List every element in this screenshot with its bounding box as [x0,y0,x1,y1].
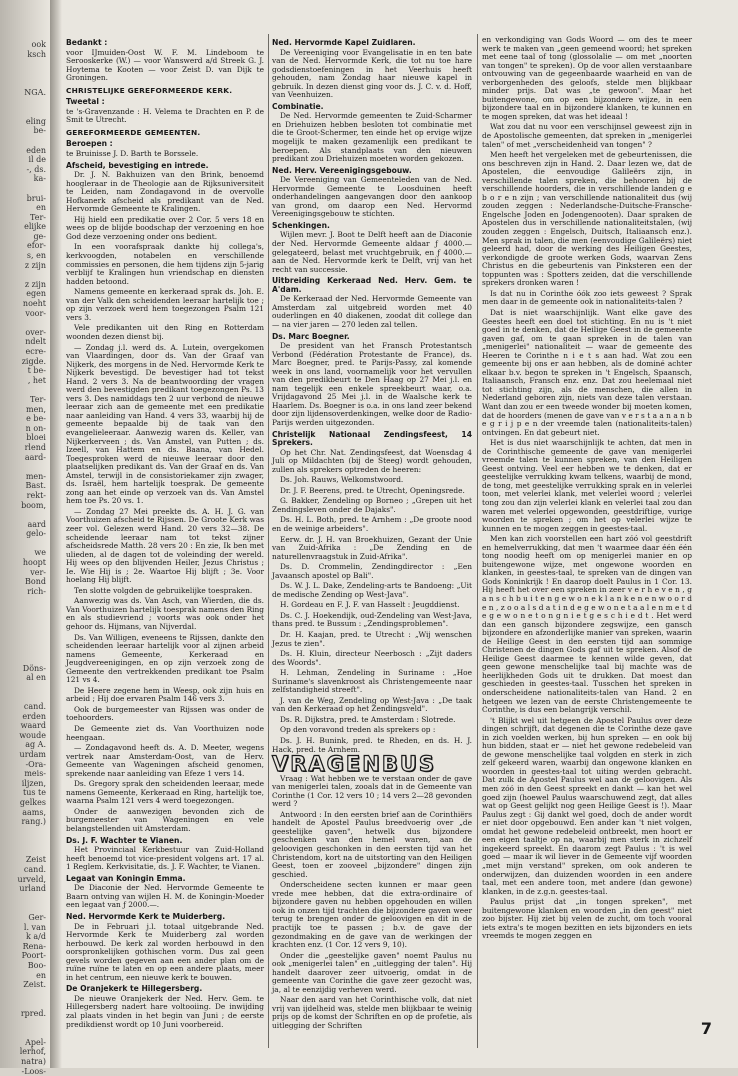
edge-fragment [0,318,48,328]
edge-fragment: rekt- [26,490,46,500]
edge-fragment: tus te [23,788,46,798]
page-number: 7 [700,1019,712,1038]
edge-fragment: ndelt [25,337,46,347]
edge-fragment: efor- [26,241,46,251]
edge-fragment: we [34,548,46,558]
paragraph: Paulus prijst dat „in tongen spreken", met buitengewone klanken en woorden „in den geest" niet zoo bijster. Hij ziet bij velen de zucht, om toch vooral iets extra's te mogen bezitten en iets bijzonders en iets vreemds te mogen zeggen en [482,897,692,941]
paragraph: Antwoord : In den eersten brief aan de Corinthiërs handelt de Apostel Paulus breedvoerig over „de geestelijke gaven", hetwelk dus bijzondere geschenken van den hemel waren, aan de geloovigen geschonken in den eersten tijd van het Christendom, kort na de uitstorting van den Heiligen Geest, toen er zooveel „bijzondere" dingen zijn geschied. [272,809,472,879]
edge-fragment [0,136,48,146]
edge-fragment [0,846,48,856]
edge-fragment: woude [19,730,46,740]
paragraph: De Gemeente ziet ds. Van Voorthuizen node heengaan. [66,724,264,742]
edge-fragment: boom, [21,500,46,510]
paragraph: Dat is niet waarschijnlijk. Want elke gave des Geestes heeft een doel tot stichting. En nu is 't niet goed in te denken, dat de Heilige Geest in de gemeente gaven gaf, om te gaan spreken in de talen van „menigerlei" nationaliteit — waar de gemeente des Heeren te Corinthe n i e t s aan had. Wat zou een gemeente bij ons er aan hebben, als de dominé achter elkaar b.v. begon te spreken in 't Engelsch, Spaansch, Italiaansch, Fransch enz. enz. Dat zou heelemaal niet tot stichting zijn, als de menschen, die allen in Nederland geboren zijn, niets van deze talen verstaan. Want dan zou er een tweede wonder bij moeten komen, dat de hoorders (menen de gave van v e r s t a a n a n b e g r i j p e n der vreemde talen (nationaliteits-talen) ontvingen. En dat gebeurt niet. [482,307,692,437]
edge-fragment: erden [22,711,46,721]
paragraph: De in Februari j.l. totaal uitgebrande Ned. Hervormde Kerk te Muiderberg zal worden herbouwd. De kerk zal worden herbouwd in den oorspronkelijken gothischen vorm. Dus zal geen gevels worden gegeven aan een ander plan om de ruïne ruïne te laten en op een andere plaats, meer in het centrum, een nieuwe kerk te bouwen. [66,921,264,982]
edge-fragment [0,836,48,846]
edge-fragment: Zeist [25,855,46,865]
edge-fragment [0,539,48,549]
edge-fragment: ecre- [25,347,46,356]
paragraph: Ten slotte volgden de gebruikelijke toespraken. [74,585,253,595]
article-heading: Combinatie. [272,101,324,111]
article-heading: Ned. Herv. Vereenigingsgebouw. [272,165,412,175]
edge-fragment [0,606,48,616]
edge-fragment: Poort- [21,951,46,961]
edge-fragment: noeht [22,299,46,309]
article-heading: Legaat van Koningin Emma. [66,873,186,883]
paragraph: Vele predikanten uit den Ring en Rotterdam woonden dezen dienst bij. [66,323,264,341]
paragraph: Men kan zich voorstellen een hart zóó vol geestdrift en hemelverrukking, dat men 't waarmee daar één één tong noodig heeft om op menigerlei manier en op buitengewone wijze, met ongewone woorden en klanken, in geestes-taal, te spreken van de dingen van Gods Koninkrijk ! En daarop doelt Paulus in 1 Cor. 13. Hij heeft het over een spreken in zeer v e r h e v e n , g a n s c h b u i t e n g e w o n e k l a n k e n e n w o o r d e n , z o o a l s d a t i n d e g e w o n e t a a l e n m e t d e g e w o n e t o n g n i e t g e s c h i e d t . Het werd dan een gansch bijzondere zegswijze, een gansch bijzondere en afzonderlijke manier van spreken, waarin de Heilige Geest in den eersten tijd aan sommige Christenen de dingen Gods gaf uit te spreken. Alsof de Heilige Geest daarmee te kennen wilde geven, dat geen gewone menschelijke taal bij machte was de heerlijkheden Gods uit te drukken. Dat moest dan geschieden in geestes-taal. Tusschen het spreken in onderscheidene nationaliteits-talen van Hand. 2 en hetgeen we lezen van de eerste Christengemeente te Corinthe, is dus een belangrijk verschil. [482,534,692,715]
edge-fragment: brui- [26,193,46,203]
article-heading: Ned. Hervormde Kerk te Muiderberg. [66,911,226,921]
edge-fragment: men, [25,404,46,414]
paragraph: De Kerkeraad der Ned. Hervormde Gemeente van Amsterdam zal uitgebreid worden met 40 ouderlingen en 40 diakenen, zoodat dit college dan — na vier jaren — 270 leden zal tellen. [272,294,472,329]
paragraph: Wijlen mevr. J. Boot te Delft heeft aan de Diaconie der Ned. Hervormde Gemeente aldaar ƒ 4000.— gelegateerd, belast met vruchtgebruik, en ƒ 4000.— aan de Ned. Hervormde kerk te Delft, vrij van het recht van successie. [272,230,472,274]
edge-fragment: aard- [24,452,46,462]
edge-fragment: elijke [24,222,46,232]
edge-fragment [0,78,48,88]
edge-fragment: ka- [33,174,46,184]
edge-fragment: be- [33,126,46,136]
edge-fragment: en [36,970,46,980]
paragraph: Is dat nu in Corinthe óók zoo iets geweest ? Sprak men daar in de gemeente ook in nationaliteits-talen ? [482,288,692,307]
edge-fragment [0,692,48,702]
paragraph: De Ned. Hervormde gemeenten te Zuid-Scharmer en Driehuizen hebben besloten tot combinatie met die te Groot-Schermer, ten einde het op ervige wijze mogelijk te maken gezamenlijk een predikant te beroepen. Als standplaats van den nieuwen predikant zou Driehuizen moeten worden gekozen. [272,111,472,164]
paragraph: Naar den aard van het Corinthische volk, dat niet vrij van ijdelheid was, stelde men blijkbaar te weinig prijs op de komst der Schriften en op de profetie, als uitlegging der Schriften [272,995,472,1030]
article-heading: Afscheid, bevestiging en intrede. [66,160,209,170]
edge-fragment: urdam [19,749,46,759]
edge-fragment: natra) [21,1056,46,1066]
column-1 [66,36,264,1052]
edge-fragment: gelkes [19,797,46,807]
page-fold [50,0,62,1068]
edge-fragment [0,625,48,635]
edge-fragment [0,827,48,837]
edge-fragment [0,616,48,626]
edge-fragment: bloei [26,433,46,443]
edge-fragment [0,990,48,1000]
edge-fragment: e be- [26,414,46,424]
edge-fragment: Bast. [25,481,46,491]
column-rule [268,34,269,1048]
article-heading: Ned. Hervormde Kapel Zuidlaren. [272,38,416,47]
paragraph: Op het Chr. Nat. Zendingsfeest, dat Woensdag 4 Juli op Mildachten (bij de Steeg) wordt gehouden, zullen als sprekers optreden de heeren: [272,447,472,474]
edge-fragment [0,1019,48,1029]
edge-fragment: ag A. [25,740,46,750]
edge-fragment [0,385,48,395]
edge-fragment: aard [27,519,46,529]
section-heading: GEREFORMEERDE GEMEENTEN. [66,127,201,137]
edge-fragment: k a/d [26,932,46,942]
paragraph: Hij hield een predikatie over 2 Cor. 5 vers 18 en wees op de blijde boodschap der verzoening en hoe God deze verzoening onder ons bedient. [66,214,264,241]
edge-fragment [0,69,48,79]
speaker-item: Ds. J. H. Bunink, pred. te Rheden, en ds. H. J. Hack, pred. te Arnhem. [272,736,472,754]
paragraph: De nieuwe Oranjekerk der Ned. Herv. Gem. te Hillegersberg nadert hare voltooiing. De inwijding zal plaats vinden in het begin van Juni ; de eerste predikdienst wordt op 10 Juni voorbereid. [66,993,264,1029]
speaker-list [272,476,472,754]
edge-fragment: Döns- [22,663,46,673]
edge-fragment [0,999,48,1009]
previous-page-edge [0,40,48,1076]
speaker-item: Eerw. dr. J. H. van Broekhuizen, Gezant der Unie van Zuid-Afrika : „De Zending en de naturellenvraagstuk in Zuid-Afrika". [272,534,472,561]
edge-fragment: cand. [23,865,46,875]
paragraph: Ds. Gregory sprak den scheidenden leeraar, mede namens Gemeente, Kerkeraad en Ring, hartelijk toe, waarna Psalm 121 vers 4 werd toegezongen. [66,779,264,806]
edge-fragment [0,1028,48,1038]
edge-fragment: over- [25,327,46,337]
column-2 [272,36,472,1052]
paragraph: te 's-Gravenzande : H. Velema te Drachten en P. de Smit te Utrecht. [66,106,264,125]
paragraph: voor IJmuiden-Oost W. F. M. Lindeboom te Serooskerke (W.) — voor Wanswerd a/d Streek G. J. Hoytema te Kooten — voor Zeist D. van Dijk te Groningen. [66,47,264,83]
column-rule [477,34,478,1048]
edge-fragment: n on- [25,423,46,433]
edge-fragment: -, ds. [26,164,46,174]
edge-fragment: eden [26,145,46,155]
column-3 [482,36,692,1052]
edge-fragment: -Loos- [21,1066,46,1076]
speaker-item: Ds. D. Crommelin, Zendingdirector : „Een Javaansch apostel op Bali". [272,562,472,580]
paragraph: Men heeft het vergeleken met de gebeurtenissen, die ons beschreven zijn in Hand. 2. Daar lezen we, dat de Apostelen, die eenvoudige Galileërs zijn, in verschillende talen spreken, die behooren bij de verschillende hoorders, die in verschillende landen g e b o r e n zijn ; van verschillende nationaliteit dus (wij zouden zeggen : Nederlandsche-Duitsche-Fransche-Engelsche Joden en Jodengenooten). Daar spraken de Apostelen dus in verschillende nationaliteitstalen, (wij zouden zeggen : Engelsch, Duitsch, Italiaansch enz.). Men sprak in talen, die men (eenvoudige Galileërs) niet geleerd had, door de werking des Heiligen Geestes, verkondigde de groote werken Gods, waarvan Zens Christus en die gebeurtenis van Pinksteren een der toppunten was : Spotters zeiden, dat die verschillende sprekers dronken waren ! [482,150,692,288]
edge-fragment: il de [28,155,46,165]
section-heading: Tweetal : [66,97,105,107]
paragraph: Ook de burgemeester van Rijssen was onder de toehoorders. [66,704,264,723]
paragraph: Dr. J. N. Bakhuizen van den Brink, benoemd hoogleraar in de Theologie aan de Rijksuniversiteit te Leiden, nam Zondagavond in de overvolle Hofkanerk afscheid als predikant van de Ned. Hervormde Gemeente te Kralingen. [66,170,264,214]
edge-fragment: -Ora- [25,759,46,769]
edge-fragment: meis- [24,769,46,779]
speaker-item: Ds. H. L. Both, pred. te Arnhem : „De groote nood en de weinige arbeiders". [272,515,472,533]
paragraph: Wat zou dat nu voor een verschijnsel geweest zijn in de Apostolische gemeenten, dat spreken in „menigerlei talen" of met „verscheidenheid van tongen" ? [482,122,692,149]
edge-fragment: Zeist. [23,980,46,990]
paragraph: De Diaconie der Ned. Hervormde Gemeente te Baarn ontving van wijlen H. M. de Koningin-Moeder een legaat van ƒ 2000.—. [66,883,264,910]
edge-fragment: ook [31,40,46,49]
section-heading: CHRISTELIJKE GEREFORMEERDE KERK. [66,85,233,95]
speaker-item: Ds. R. Dijkstra, pred. te Amsterdam : Slotrede. [280,714,456,724]
edge-fragment: Ter- [30,394,46,404]
speaker-item: J. van de Weg, Zendeling op West-Java : „De taak van den Kerkeraad op het Zendingsveld". [272,695,472,714]
speaker-item: G. Bakker, Zendeling op Borneo ; „Grepen uit het Zendingsleven onder de Dajaks". [272,496,472,514]
paragraph: Namens gemeente en kerkeraad sprak ds. Joh. E. van der Valk den scheidenden leeraar hartelijk toe ; op zijn verzoek werd hem toegezongen Psalm 121 vers 3. [66,287,264,322]
article-heading: Christelijk Nationaal Zendingsfeest, 14 Sprekers. [272,429,472,448]
edge-fragment [0,903,48,913]
edge-fragment: Boo- [27,961,46,970]
paragraph: Onderscheidene secten kunnen er maar geen vrede mee hebben, dat die extra-ordinaire of bijzondere gaven nu hebben opgehouden en willen ook in onzen tijd trachten die bijzondere gaven weer terug te brengen onder de geloovigen en dit in de practijk toe te passen ; b.v. de gave der gezondmaking en de gave van de werkingen der krachten enz. (1 Cor. 12 vers 9, 10). [272,880,472,950]
speaker-item: Dr. J. F. Beerens, pred. te Utrecht, Openingsrede. [280,485,465,495]
edge-fragment: z zijn [24,279,46,289]
paragraph: Het is dus niet waarschijnlijk te achten, dat men in de Corinthische gemeente de gave van menigerlei vreemde talen te kunnen spreken, van den Heiligen Geest ontving. Veel eer hebben we te denken, dat er geestelijke verrukking kwam telkens, waarbij de mond, de tong, met geestelijke verrukking sprak en in velerlei toon, met velerlei klank, met velerlei woord ; velerlei tong zou dan zijn velerlei klank en velerlei taal zou dan waren met velerlei opgewonden, geestdriftige, vurige woorden te spreken ; om het op velerlei wijze te kunnen en te mogen zeggen in geestes-taal. [482,438,692,533]
edge-fragment [0,107,48,117]
speaker-item: Op den voravond treden als sprekers op : [280,725,436,735]
edge-fragment [0,654,48,664]
paragraph: Ds. Van Willigen, eveneens te Rijssen, dankte den scheidenden leeraar hartelijk voor al zijnen arbeid namens Gemeente, Kerkeraad en Jeugdvereenigingen, en op zijn verzoek zong de Gemeente den vertrekkenden predikant toe Psalm 121 vs 4. [66,632,264,685]
article-heading: De Oranjekerk te Hillegersberg. [66,984,203,994]
article-heading: Ds. J. F. Wachter te Vianen. [66,835,183,845]
edge-fragment: cand. [23,701,46,711]
article-heading: Schenkingen. [272,220,330,230]
speaker-item: Ds. C. J. Hoekendijk, oud-Zendeling van West-Java, thans pred. te Bussum : „Zendingsproblemen". [272,610,472,629]
section-heading: Bedankt : [66,38,108,47]
paragraph: en verkondiging van Gods Woord — om des te meer werk te maken van „geen gemeend woord; het spreken met eene taal of tong (glossolalie — om met „noorten van tongen" te spreken). Op de voor allen verstaanbare ontvouwing van de gegeenbaarde waarheid en van de verborgenheden des geloofs, stelde men blijkbaar minder prijs. Dat was „te gewoon". Maar het buitengewone, om op een bijzondere wijze, in een bijzondere taal en in bijzondere klanken, te kunnen en te mogen spreken, dat was het ideaal ! [482,35,692,121]
paragraph: Onder die „geestelijke gaven" noemt Paulus nu ook „menigerlei talen" en „uitlegging der talen". Hij handelt daarover zeer uitvoerig, omdat in de gemeente van Corinthe die gave zeer gezocht was, ja, al te eenzijdig verheven werd. [272,950,472,994]
vragenbus-title: VRAGENBUS [272,752,437,777]
edge-fragment [0,98,48,108]
article-heading: Ds. Marc Boegner. [272,331,350,341]
paragraph: De Heere zegene hem in Weesp, ook zijn huis en arbeid ; Hij doe ervaren Psalm 146 vers 3. [66,685,264,704]
edge-fragment: rpred. [20,1008,46,1018]
paragraph: 't Blijkt wel uit hetgeen de Apostel Paulus over deze dingen schrijft, dat degenen die te Corinthe deze gave in zich voelden werken, bij hun spreken — en ook bij hun bidden, staat er — niet het gewone redebeleid van de gewone menschelijke taal volgden en sterk in zich zelf gekeerd waren, waarbij dan ongewone klanken en woorden in geestes-taal tot uiting werden gebracht. Dat zulk de Apostel Paulus wel aan de geloovigen. Als men zóó in den Geest spreekt en dankt — kan het wel goed zijn (hoewel Paulus waarschuwend zegt, dat alles wat op Geest gelijkt nog geen Heilige Geest is !). Maar Paulus zegt : Gij dankt wel goed, doch de ander wordt er niet door opgebouwd. Een ander kan 't niet volgen, omdat het gewone redebeleid ontbreekt, men hoort er een eigen taaltje op na, waarbij men sterk in zichzelf ingekeerd spreekt. En daarom zegt Paulus : 't is wel goed — maar ik wil liever in de Gemeente vijf woorden „met mijn verstand" spreken, om ook anderen te onderwijzen, dan duizenden woorden in een andere taal, met een andere toon, met andere (dan gewone) klanken, in de z.g.n. geestes-taal. [482,715,692,896]
paragraph: — Zondagavond heeft ds. A. D. Meeter, wegens vertrek naar Amsterdam-Oost, van de Herv. Gemeente van Wageningen afscheid genomen, sprekende naar aanleiding van Efeze 1 vers 14. [66,743,264,778]
edge-fragment: voor- [25,308,46,318]
edge-fragment [0,596,48,606]
paragraph: Onder de aanwezigen bevonden zich de burgemeester van Wageningen en vele belangstellenden uit Amsterdam. [66,806,264,834]
edge-fragment: , het [27,375,46,385]
question-paragraph: Vraag : Wat hebben we te verstaan onder de gave van menigerlei talen, zooals dat in de Gemeente van Corinthe (1 Cor. 12 vers 10 ; 14 vers 2—28 gevonden werd ? [272,773,472,809]
edge-fragment [0,462,48,472]
edge-fragment: rich- [27,586,46,596]
edge-fragment [0,644,48,654]
edge-fragment [0,184,48,194]
speaker-item: Ds. W. J. L. Dake, Zendeling-arts te Bandoeng: „Uit de medische Zending op West-Java". [272,581,472,599]
edge-fragment: Rena- [22,941,46,951]
paragraph: — Zondag 27 Mei preekte ds. A. H. J. G. van Voorthuizen afscheid te Rijssen. De Groote Kerk was zeer vol. Gelezen werd Hand. 20 vers 32—38. De scheidende leeraar nam tot tekst zijner afscheidsrede Matth. 28 vers 20 : En zie, Ik ben met ulieden, al de dagen tot de voleinding der wereld. Hij wees op den blijvenden Heiler, Jezus Christus ; Ie. Wie Hij is ; 2e. Waartoe Hij blijft ; 3e. Voor hoelang Hij blijft. [66,506,264,585]
edge-fragment: Ter- [30,212,46,222]
edge-fragment: Apel- [25,1037,46,1047]
edge-fragment: hoopt [22,558,46,568]
edge-fragment: egen [26,289,46,299]
edge-fragment: rang.) [21,817,46,827]
speaker-item: H. Lehman, Zendeling in Suriname : „Hoe Suriname's slavenkroost als Christengemeente naar zelfstandigheid streeft". [272,668,472,695]
edge-fragment: l. van [23,922,46,932]
paragraph: De Vereeniging van Gemeenteleden van de Ned. Hervormde Gemeente te Loosduinen heeft onderhandelingen aangevangen door den aankoop van grond, om daarop een Ned. Hervormd Vereenigingsgebouw te stichten. [272,175,472,219]
edge-fragment [0,59,48,69]
paragraph: — Zondag j.l. werd ds. A. Lutein, overgekomen van Vlaardingen, door ds. Van der Graaf van Nijkerk, des morgens in de Ned. Hervormde Kerk te Nijkerk bevestigd. De bevestiger had tot tekst Hand. 2 vers 3. Na de beantwoording der vragen werd den bevestigden predikant toegezongen Ps. 13 vers 3. Des namiddags ten 2 uur verbond de nieuwe leeraar zich aan de gemeente met een predikatie naar aanleiding van Hand. 4 vers 33, waarbij hij de gemeente bepaalde bij de taak van den evangelieleeraar. Aanwezig waren ds. Keller, van Nijkerkerveen ; ds. Van Amstel, van Putten ; ds. Izeell, van Hattem en ds. Baana, van Hedel. Toegesproken werd de nieuwe leeraar door den plaatselijken predikant ds. Van der Graaf en ds. Van Amstel, terwijl in de consistoriekamer zijn zwager, ds. Israël, hem hartelijk toesprak. De gemeente zong aan het einde op verzoek van ds. Van Amstel hem toe Ps. 20 vs. 1. [66,342,264,506]
edge-fragment: ge- [33,231,46,241]
paragraph: Het Provinciaal Kerkbestuur van Zuid-Holland heeft benoemd tot vice-president volgens art. 17 al. 1 Reglem. Kerkvisitatie, ds. J. F. Wachter, te Vianen. [66,845,264,872]
edge-fragment: al en [26,673,46,683]
edge-fragment: t be- [27,366,46,376]
edge-fragment [0,894,48,904]
edge-fragment: NGA. [24,87,46,97]
edge-fragment: gelo- [26,529,46,539]
speaker-item: Ds. H. Kluin, directeur Neerbosch : „Zijt daders des Woords". [272,649,472,667]
edge-fragment: ksch [27,49,46,59]
edge-fragment: z zijn [24,260,46,270]
edge-fragment: waard [20,721,46,731]
edge-fragment: Bond [25,577,46,587]
edge-fragment [0,270,48,280]
paragraph: De president van het Fransch Protestantsch Verbond (Fédération Protestante de France), ds. Marc Boegner, pred. te Parijs-Passy, zal komende week in ons land, voornamelijk voor het vervullen van den predikbeurt te Den Haag op 27 Mei j.l. en nam tegelijk een enkele spreekbeurt waar, o.a. Vrijdagavond 25 Mei j.l. in de Waalsche kerk te Haarlem. Ds. Boegner is o.a. in ons land zeer bekend door zijn lijdensoverdenkingen, welke door de Radio-Parijs werden uitgezonden. [272,341,472,427]
edge-fragment: urveld, [17,874,46,884]
section-heading: Beroepen : [66,139,113,149]
edge-fragment: rlend [24,442,46,452]
edge-fragment: zigde. [21,356,46,366]
paragraph: In een voorafspraak dankte hij collega's, kerkvoogden, notabelen en verschillende commissies en personen, die hem tijdens zijn 5-jarig verblijf te Kralingen hun vriendschap en diensten hadden betoond. [66,242,264,286]
edge-fragment: en [36,203,46,213]
paragraph: Aanwezig was ds. Van Asch, van Wierden, die ds. Van Voorthuizen hartelijk toesprak namens den Ring en als studievriend ; voorts was ook onder het gehoor ds. Hijmans, van Nijverdal. [66,596,264,631]
edge-fragment: eling [25,116,46,126]
paragraph: De Vereeniging voor Evangelisatie in en ten bate van de Ned. Hervormde Kerk, die tot nu toe hare godsdienstoefeningen in het Veerhuis heeft gehouden, nam Zondag haar nieuwe kapel in gebruik. In dezen dienst ging voor ds. J. C. v. d. Hoff, van Veenhuizen. [272,47,472,100]
edge-fragment: aams, [22,807,46,817]
edge-fragment: s, en [26,251,46,261]
edge-fragment [0,510,48,520]
speaker-item: Ds. Joh. Rauws, Welkomstwoord. [280,475,404,485]
edge-fragment: Ger- [28,913,46,923]
article-heading: Uitbreiding Kerkeraad Ned. Herv. Gem. te A'dam. [272,276,472,294]
speaker-item: Dr. H. Kaajan, pred. te Utrecht : „Wij wenschen Jezus te zien". [272,630,472,648]
edge-fragment: men- [25,471,46,481]
edge-fragment: iljzen, [21,778,46,788]
edge-fragment: urland [19,884,46,894]
edge-fragment: lerhof, [19,1047,46,1057]
paragraph: te Bruinisse J. D. Barth te Borssele. [66,149,199,159]
edge-fragment [0,635,48,645]
edge-fragment: ver- [30,567,46,577]
edge-fragment [0,683,48,693]
speaker-item: H. Gordeau en F. J. F. van Hasselt : Jeugddienst. [280,600,460,610]
